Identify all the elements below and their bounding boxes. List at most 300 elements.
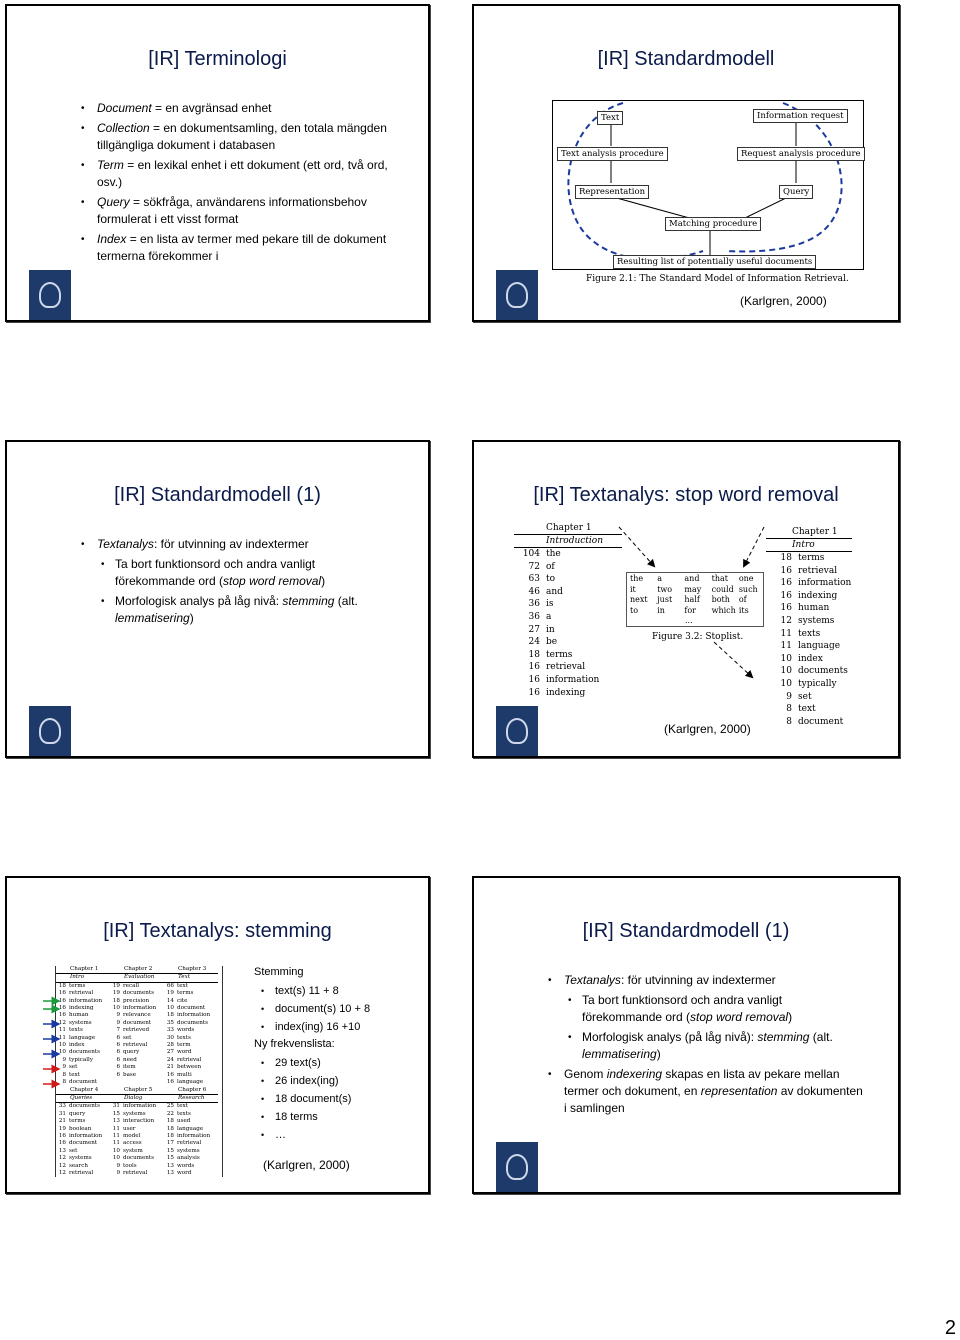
table-row xyxy=(766,590,852,603)
frequency-value: 21 xyxy=(58,1118,66,1125)
frequency-value: 72 xyxy=(528,561,540,572)
table-row xyxy=(164,1126,218,1133)
stop-word: half xyxy=(684,595,700,604)
chapter-heading: Chapter 1 xyxy=(56,966,110,974)
table-row xyxy=(164,1118,218,1125)
slide-title: [IR] Terminologi xyxy=(148,48,287,70)
frequency-value: 18 xyxy=(166,1118,174,1125)
chapter-heading: Chapter 4 xyxy=(56,1087,110,1095)
chapter-table-right xyxy=(766,526,852,728)
word-value: indexing xyxy=(69,1005,94,1012)
frequency-value: 66 xyxy=(166,982,174,989)
frequency-value: 19 xyxy=(166,990,174,997)
citation: (Karlgren, 2000) xyxy=(263,1158,350,1172)
frequency-value: 33 xyxy=(166,1027,174,1034)
stop-word: to xyxy=(630,605,639,615)
table-row xyxy=(164,1072,218,1079)
word-value: information xyxy=(123,1005,157,1012)
table-row xyxy=(514,598,622,611)
university-logo xyxy=(496,1142,538,1194)
university-logo xyxy=(496,270,538,322)
list-item: • Textanalys: för utvinning av indextermer xyxy=(564,972,864,989)
table-row xyxy=(164,1170,218,1177)
stop-word: could xyxy=(711,584,734,594)
frequency-value: 19 xyxy=(112,982,120,989)
box-representation: Representation xyxy=(575,185,649,199)
word-value: retrieval xyxy=(69,1169,94,1176)
frequency-tables xyxy=(55,966,223,1177)
stemming-list xyxy=(257,982,370,1036)
stop-word: next xyxy=(630,595,648,604)
chapter-heading: Chapter 5 xyxy=(110,1087,164,1095)
word-value: cite xyxy=(177,997,188,1004)
table-row xyxy=(110,1133,164,1140)
list-item: • 18 document(s) xyxy=(257,1090,351,1108)
word-value: information xyxy=(177,1132,211,1139)
slide-title: [IR] Textanalys: stemming xyxy=(103,920,332,942)
stoplist-row xyxy=(627,606,763,617)
word-value: typically xyxy=(69,1056,93,1063)
table-row xyxy=(766,703,852,716)
list-item: • index(ing) 16 +10 xyxy=(257,1018,370,1036)
box-text-analysis: Text analysis procedure xyxy=(557,147,668,161)
table-row xyxy=(110,1155,164,1162)
chapter-heading: Chapter 3 xyxy=(164,966,218,974)
bullet-list xyxy=(97,536,387,630)
word-value: index xyxy=(798,653,823,664)
table-row xyxy=(164,1140,218,1147)
table-row xyxy=(766,653,852,666)
list-item: • Morfologisk analys på låg nivå: stemming (alt. lemmatisering) xyxy=(115,593,387,627)
word-value: used xyxy=(177,1118,191,1125)
word-value: set xyxy=(123,1034,132,1041)
frequency-value: 8 xyxy=(786,716,792,727)
word-value: need xyxy=(123,1056,137,1063)
word-value: words xyxy=(177,1162,195,1169)
list-item: • 29 text(s) xyxy=(257,1054,351,1072)
word-value: information xyxy=(123,1103,157,1110)
word-value: user xyxy=(123,1125,136,1132)
word-value: texts xyxy=(177,1110,191,1117)
frequency-value: 11 xyxy=(112,1132,120,1139)
frequency-value: 11 xyxy=(58,1027,66,1034)
slide-title: [IR] Standardmodell (1) xyxy=(114,484,321,506)
frequency-value: 31 xyxy=(112,1103,120,1110)
word-value: retrieval xyxy=(69,990,94,997)
list-item: • Genom indexering skapas en lista av pekare mellan termer och dokument, en representation av dokumenten i samlingen xyxy=(564,1066,864,1117)
table-row xyxy=(110,1057,164,1064)
word-value: information xyxy=(69,997,103,1004)
table-row xyxy=(514,573,622,586)
standard-model-figure xyxy=(552,100,864,270)
table-row xyxy=(110,1012,164,1019)
table-row xyxy=(164,1042,218,1049)
table-row xyxy=(110,990,164,997)
list-item: • Ta bort funktionsord och andra vanligt förekommande ord (stop word removal) xyxy=(115,556,387,590)
frequency-value: 9 xyxy=(786,691,792,702)
box-matching: Matching procedure xyxy=(665,217,761,231)
word-value: relevance xyxy=(123,1012,151,1019)
word-value: systems xyxy=(69,1019,92,1026)
table-row xyxy=(164,998,218,1005)
word-value: documents xyxy=(123,1155,155,1162)
word-value: texts xyxy=(798,628,821,639)
word-value: word xyxy=(177,1049,192,1056)
word-value: systems xyxy=(69,1155,92,1162)
table-row xyxy=(164,1163,218,1170)
slide-standardmodell-1-b xyxy=(472,876,900,1194)
frequency-value: 13 xyxy=(166,1162,174,1169)
list-item: • Document = en avgränsad enhet xyxy=(97,100,397,117)
frequency-value: 16 xyxy=(166,1079,174,1086)
box-request-analysis: Request analysis procedure xyxy=(737,147,865,161)
table-row xyxy=(110,1118,164,1125)
word-value: system xyxy=(123,1147,143,1154)
table-row xyxy=(164,1027,218,1034)
table-row xyxy=(110,983,164,990)
frequency-value: 10 xyxy=(58,1042,66,1049)
word-value: and xyxy=(546,586,563,597)
stop-word: a xyxy=(657,574,662,583)
table-row xyxy=(164,983,218,990)
stoplist-row xyxy=(627,585,763,596)
frequency-value: 36 xyxy=(528,611,540,622)
chapter-rows xyxy=(514,548,622,699)
frequency-value: 6 xyxy=(116,1071,120,1078)
chapter-subtitle: Dialog xyxy=(110,1095,164,1103)
frequency-value: 7 xyxy=(116,1027,120,1034)
table-row xyxy=(766,628,852,641)
frequency-value: 18 xyxy=(166,1125,174,1132)
frequency-value: 16 xyxy=(780,603,792,614)
table-row xyxy=(164,1079,218,1086)
word-value: to xyxy=(546,574,556,585)
frequency-value: 9 xyxy=(116,1162,120,1169)
table-row xyxy=(110,1042,164,1049)
frequency-value: 12 xyxy=(58,1155,66,1162)
stoplist-caption: Figure 3.2: Stoplist. xyxy=(652,632,744,642)
word-value: tools xyxy=(123,1162,137,1169)
word-value: human xyxy=(69,1012,89,1019)
slide-stop-word-removal xyxy=(472,440,900,758)
stop-word: in xyxy=(657,605,665,615)
stop-word: it xyxy=(630,584,636,594)
word-value: a xyxy=(546,611,552,622)
word-value: retrieval xyxy=(177,1140,202,1147)
word-value: retrieval xyxy=(177,1056,202,1063)
word-value: is xyxy=(546,599,554,610)
frequency-value: 33 xyxy=(58,1103,66,1110)
table-row xyxy=(110,1035,164,1042)
figure-caption: Figure 2.1: The Standard Model of Information Retrieval. xyxy=(586,274,849,284)
stop-word: may xyxy=(684,584,702,594)
chapter-column xyxy=(110,966,164,1087)
table-row xyxy=(56,1163,110,1170)
table-row xyxy=(514,611,622,624)
word-value: precision xyxy=(123,997,150,1004)
word-value: systems xyxy=(177,1147,200,1154)
frequency-value: 15 xyxy=(112,1110,120,1117)
word-value: language xyxy=(177,1125,204,1132)
word-value: analysis xyxy=(177,1155,200,1162)
frequency-value: 8 xyxy=(62,1071,66,1078)
word-value: indexing xyxy=(798,590,838,601)
frequency-value: 25 xyxy=(166,1103,174,1110)
table-row xyxy=(164,1064,218,1071)
frequency-value: 10 xyxy=(112,1147,120,1154)
word-value: between xyxy=(177,1064,202,1071)
box-information-request: Information request xyxy=(753,109,848,123)
slide-terminologi xyxy=(5,4,430,322)
frequency-value: 16 xyxy=(780,578,792,589)
color-arrows xyxy=(43,982,65,1102)
table-row xyxy=(766,716,852,729)
frequency-value: 13 xyxy=(112,1118,120,1125)
word-value: documents xyxy=(798,666,848,677)
frequency-value: 9 xyxy=(116,1169,120,1176)
stop-word: one xyxy=(738,574,754,583)
word-value: multi xyxy=(177,1071,192,1078)
slide-standardmodell xyxy=(472,4,900,322)
table-block xyxy=(56,1087,222,1178)
table-row xyxy=(514,636,622,649)
table-row xyxy=(110,1005,164,1012)
frequency-value: 13 xyxy=(58,1147,66,1154)
word-value: document xyxy=(69,1140,98,1147)
frequency-value: 9 xyxy=(116,1012,120,1019)
table-row xyxy=(56,1103,110,1110)
list-item: • Query = sökfråga, användarens informationsbehov formulerat i ett visst format xyxy=(97,194,397,228)
chapter-column xyxy=(164,966,218,1087)
stop-word: and xyxy=(684,574,700,583)
frequency-value: 19 xyxy=(112,990,120,997)
frequency-value: 104 xyxy=(522,549,540,559)
word-value: information xyxy=(798,578,852,589)
table-row xyxy=(110,1170,164,1177)
word-value: retrieval xyxy=(123,1042,148,1049)
list-item: • text(s) 11 + 8 xyxy=(257,982,370,1000)
word-value: model xyxy=(123,1132,141,1139)
table-row xyxy=(514,687,622,700)
word-value: indexing xyxy=(546,687,586,698)
new-frequency-heading: Ny frekvenslista: xyxy=(254,1038,335,1050)
table-row xyxy=(164,1103,218,1110)
frequency-value: 30 xyxy=(166,1034,174,1041)
table-row xyxy=(514,674,622,687)
frequency-value: 11 xyxy=(780,641,792,652)
frequency-value: 22 xyxy=(166,1110,174,1117)
table-row xyxy=(164,990,218,997)
word-value: set xyxy=(69,1064,78,1071)
frequency-value: 36 xyxy=(528,599,540,610)
word-value: words xyxy=(177,1027,195,1034)
word-value: retrieved xyxy=(123,1027,150,1034)
table-row xyxy=(514,661,622,674)
list-item: • Collection = en dokumentsamling, den totala mängden tillgängliga dokument i databasen xyxy=(97,120,397,154)
frequency-value: 16 xyxy=(58,997,66,1004)
table-row xyxy=(164,1035,218,1042)
table-row xyxy=(766,577,852,590)
table-row xyxy=(514,561,622,574)
frequency-value: 9 xyxy=(62,1064,66,1071)
frequency-value: 16 xyxy=(528,662,540,673)
table-row xyxy=(766,678,852,691)
list-item: • Morfologisk analys (på låg nivå): stemming (alt. lemmatisering) xyxy=(582,1029,864,1063)
chapter-subtitle: Intro xyxy=(766,539,852,552)
table-row xyxy=(164,1148,218,1155)
table-row xyxy=(110,1111,164,1118)
frequency-value: 10 xyxy=(780,653,792,664)
word-value: index xyxy=(69,1042,85,1049)
table-row xyxy=(164,1111,218,1118)
word-value: typically xyxy=(798,678,837,689)
frequency-value: 28 xyxy=(166,1042,174,1049)
table-row xyxy=(110,998,164,1005)
frequency-value: 16 xyxy=(58,1012,66,1019)
stop-word: the xyxy=(630,574,644,583)
table-row xyxy=(110,1049,164,1056)
stop-word: for xyxy=(684,605,697,615)
word-value: set xyxy=(69,1147,78,1154)
word-value: of xyxy=(546,561,555,572)
term-list xyxy=(97,100,397,268)
frequency-value: 18 xyxy=(112,997,120,1004)
frequency-value: 14 xyxy=(166,997,174,1004)
frequency-value: 15 xyxy=(166,1155,174,1162)
word-value: retrieval xyxy=(798,565,838,576)
word-value: systems xyxy=(798,615,835,626)
table-row xyxy=(514,649,622,662)
table-row xyxy=(164,1155,218,1162)
table-row xyxy=(110,1126,164,1133)
word-value: set xyxy=(798,691,812,702)
frequency-value: 10 xyxy=(112,1155,120,1162)
chapter-column xyxy=(164,1087,218,1178)
table-row xyxy=(110,1027,164,1034)
stoplist-table xyxy=(626,572,764,627)
slide-title: [IR] Standardmodell (1) xyxy=(582,920,790,942)
stop-word: such xyxy=(738,584,758,594)
box-query: Query xyxy=(779,185,813,199)
word-value: language xyxy=(69,1034,96,1041)
word-value: text xyxy=(177,982,188,989)
frequency-value: 15 xyxy=(166,1147,174,1154)
chapter-heading: Chapter 6 xyxy=(164,1087,218,1095)
citation: (Karlgren, 2000) xyxy=(740,294,827,308)
frequency-value: 12 xyxy=(58,1162,66,1169)
box-text: Text xyxy=(597,111,623,125)
frequency-value: 9 xyxy=(116,1019,120,1026)
chapter-heading: Chapter 2 xyxy=(110,966,164,974)
word-value: query xyxy=(123,1049,140,1056)
frequency-value: 12 xyxy=(780,615,792,626)
table-row xyxy=(514,586,622,599)
table-row xyxy=(110,1103,164,1110)
table-row xyxy=(164,1012,218,1019)
word-value: document xyxy=(123,1019,152,1026)
word-value: interaction xyxy=(123,1118,155,1125)
table-row xyxy=(766,615,852,628)
word-value: terms xyxy=(177,990,194,997)
table-row xyxy=(766,565,852,578)
table-row xyxy=(766,640,852,653)
chapter-column xyxy=(110,1087,164,1178)
university-logo xyxy=(29,270,71,322)
stop-word: just xyxy=(657,595,673,604)
list-item: • Ta bort funktionsord och andra vanligt förekommande ord (stop word removal) xyxy=(582,992,864,1026)
word-value: retrieval xyxy=(546,662,586,673)
table-row xyxy=(56,1126,110,1133)
table-row xyxy=(56,1118,110,1125)
stemming-heading: Stemming xyxy=(254,966,304,978)
table-row xyxy=(110,1020,164,1027)
citation: (Karlgren, 2000) xyxy=(664,722,751,736)
word-value: be xyxy=(546,637,558,648)
word-value: terms xyxy=(69,1118,86,1125)
table-row xyxy=(164,1057,218,1064)
word-value: terms xyxy=(69,982,86,989)
frequency-value: 18 xyxy=(58,982,66,989)
frequency-value: 6 xyxy=(116,1056,120,1063)
word-value: documents xyxy=(177,1019,209,1026)
frequency-value: 8 xyxy=(786,704,792,715)
frequency-value: 21 xyxy=(166,1064,174,1071)
word-value: recall xyxy=(123,982,140,989)
chapter-subtitle: Introduction xyxy=(514,535,622,548)
table-row xyxy=(766,552,852,565)
word-value: in xyxy=(546,624,555,635)
table-row xyxy=(56,1133,110,1140)
table-block xyxy=(56,966,222,1087)
chapter-subtitle: Evaluation xyxy=(110,974,164,982)
table-row xyxy=(766,602,852,615)
bullet-list xyxy=(564,972,864,1120)
stoplist-row xyxy=(627,595,763,606)
slide-title: [IR] Standardmodell xyxy=(597,48,775,70)
stop-word: which xyxy=(711,605,736,615)
frequency-value: 11 xyxy=(58,1034,66,1041)
table-row xyxy=(56,1155,110,1162)
frequency-value: 10 xyxy=(780,678,792,689)
slide-title: [IR] Textanalys: stop word removal xyxy=(533,484,839,506)
frequency-value: 6 xyxy=(116,1064,120,1071)
list-item: • 18 terms xyxy=(257,1108,351,1126)
table-row xyxy=(164,1020,218,1027)
frequency-value: 63 xyxy=(528,574,540,585)
word-value: information xyxy=(546,674,600,685)
table-row xyxy=(56,1111,110,1118)
frequency-value: 24 xyxy=(166,1056,174,1063)
word-value: the xyxy=(546,549,561,559)
word-value: systems xyxy=(123,1110,146,1117)
word-value: texts xyxy=(69,1027,83,1034)
word-value: word xyxy=(177,1169,192,1176)
word-value: terms xyxy=(546,649,573,660)
new-frequency-list xyxy=(257,1054,351,1144)
frequency-value: 18 xyxy=(528,649,540,660)
university-logo xyxy=(29,706,71,758)
word-value: access xyxy=(123,1140,142,1147)
frequency-value: 10 xyxy=(112,1005,120,1012)
word-value: term xyxy=(177,1042,191,1049)
word-value: documents xyxy=(69,1049,101,1056)
slide-standardmodell-1 xyxy=(5,440,430,758)
table-row xyxy=(164,1005,218,1012)
frequency-value: 16 xyxy=(528,687,540,698)
chapter-subtitle: Queries xyxy=(56,1095,110,1103)
table-row xyxy=(110,1148,164,1155)
frequency-value: 35 xyxy=(166,1019,174,1026)
